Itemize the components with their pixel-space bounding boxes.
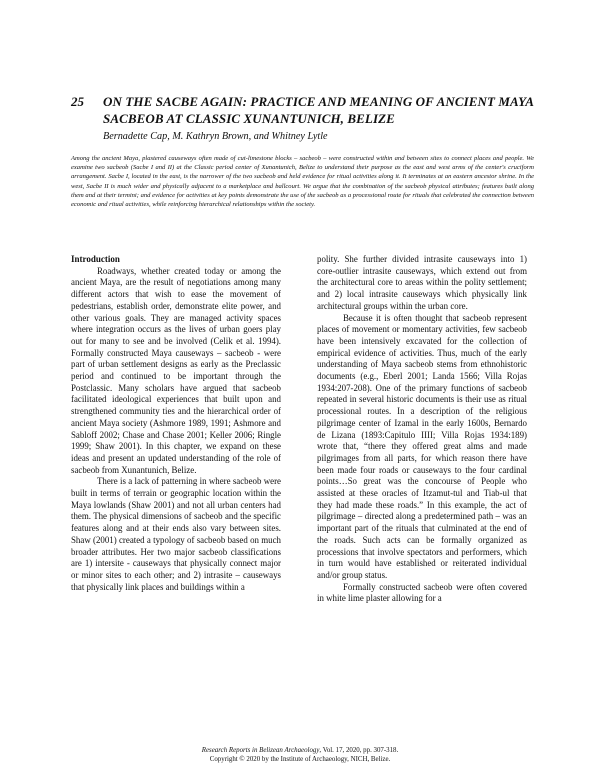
section-heading-introduction: Introduction (71, 254, 120, 264)
chapter-title: ON THE SACBE AGAIN: PRACTICE AND MEANING OF ANCIENT MAYA SACBEOB AT CLASSIC XUNANTUNICH, BELIZE (103, 94, 534, 126)
paragraph: polity. She further divided intrasite causeways into 1) core-outlier intrasite causeways, which extend out from the architectural core to areas within the polity settlement; and 2) local intrasite causeways which physically link architectural groups within the urban core. (317, 254, 527, 311)
chapter-header (71, 93, 541, 127)
abstract: Among the ancient Maya, plastered causeways often made of cut-limestone blocks – sacbeob – were constructed within and between sites to connect places and people. We examine two sacbeob (Sacbe I and II) at the Classic period center of Xunantunich, Belize to understand their purpose as the east and west arms of the center's cruciform arrangement. Sacbe I, located in the east, is the narrower of the two sacbeob and held evidence for ritual activities along it. It terminates at an eastern ancestor shrine. In the west, Sacbe II is much wider and physically adjacent to a marketplace and ballcourt. We argue that the combination of the sacbeob physical attributes; features built along them and at their termini; and evidence for activities at key points demonstrate the use of the sacbeob as a processional route for rituals that celebrated the connection between economic and ritual activities, while reinforcing hierarchical relationships within the society. (71, 155, 534, 209)
left-column (71, 254, 281, 593)
paragraph: Roadways, whether created today or among the ancient Maya, are the result of negotiations among many different actors that wish to ease the movement of pedestrians, establish order, demonstrate elite power, and other various goals. They are managed activity spaces where integration occurs as the lives of urban goers play out for many to see and be involved (Celik et al. 1994). Formally constructed Maya causeways – sacbeob - were part of urban settlement designs as early as the Preclassic period and continued to be important through the Postclassic. Many scholars have argued that sacbeob facilitated ideological experiences that built upon and strengthened community ties and the hierarchical order of ancient Maya society (Ashmore 1989, 1991; Ashmore and Sabloff 2002; Chase and Chase 2001; Keller 2006; Ringle 1999; Shaw 2001). In this chapter, we expand on these ideas and present an updated understanding of the role of sacbeob from Xunantunich, Belize. (71, 265, 281, 475)
paragraph: Because it is often thought that sacbeob represent places of movement or momentary activities, few sacbeob have been intensively excavated for the collection of empirical evidence of activities. Thus, much of the early understanding of Maya sacbeob stems from ethnohistoric documents (e.g., Eberl 2001; Landa 1566; Villa Rojas 1934:207-208). One of the primary functions of sacbeob repeated in several historic documents is their use as ritual processional routes. In a description of the religious pilgrimage center of Izamal in the early 1600s, Bernardo de Lizana (1893:Capitulo IIII; Villa Rojas 1934:189) wrote that, “there they offered great alms and made pilgrimages from all parts, for which reason there have been made four roads or causeways to the four cardinal points…So great was the concourse of People who assisted at these oracles of Itzamut-tul and Tiab-ul that they had made these roads.” In this example, the act of pilgrimage – directed along a predetermined path – was an important part of the rituals that culminated at the end of the roads. Such acts can be formally organized as processions that involve spectators and performers, which in turn would have established or reiterated individual and/or group status. (317, 312, 527, 580)
authors: Bernadette Cap, M. Kathryn Brown, and Whitney Lytle (103, 131, 328, 142)
right-column (317, 254, 527, 605)
journal-name: Research Reports in Belizean Archaeology (201, 747, 320, 754)
paragraph: Formally constructed sacbeob were often covered in white lime plaster allowing for a (317, 581, 527, 604)
paragraph: There is a lack of patterning in where sacbeob were built in terms of terrain or geographic location within the Maya lowlands (Shaw 2001) and not all urban centers had them. The physical dimensions of sacbeob and the specific features along and at their ends also vary between sites. Shaw (2001) created a typology of sacbeob based on much broader attributes. Her two major sacbeob classifications are 1) intersite - causeways that physically connect major or minor sites to each other; and 2) intrasite – causeways that physically link places and buildings within a (71, 476, 281, 592)
journal-citation (60, 747, 540, 756)
copyright: Copyright © 2020 by the Institute of Archaeology, NICH, Belize. (209, 755, 391, 763)
chapter-number: 25 (71, 94, 84, 109)
citation-details: , Vol. 17, 2020, pp. 307-318. (319, 747, 399, 754)
page-footer (60, 747, 540, 765)
